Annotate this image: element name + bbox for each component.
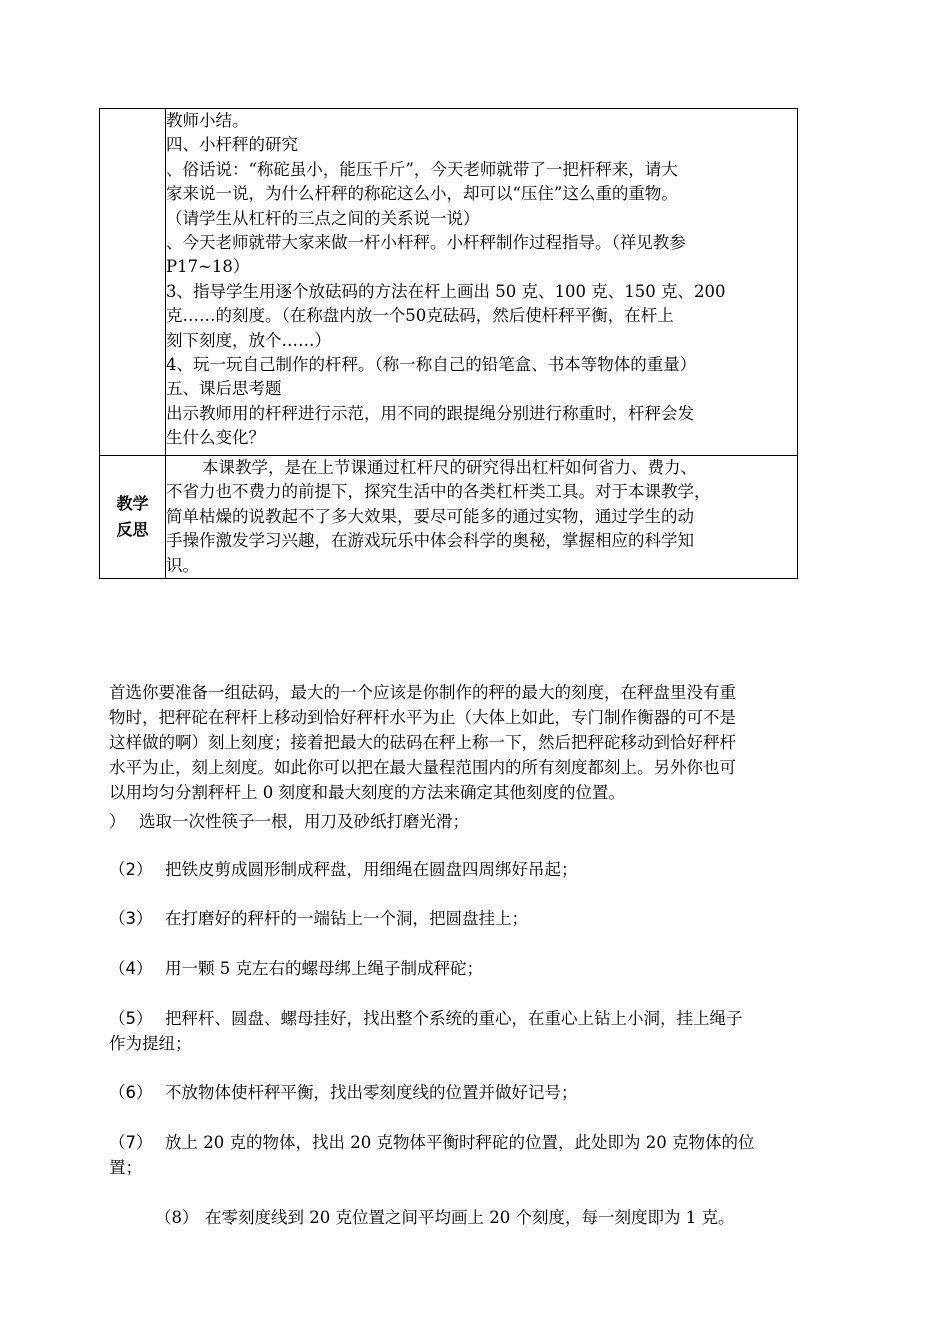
text-line: 这样做的啊）刻上刻度；接着把最大的砝码在秤上称一下，然后把秤砣移动到恰好秤杆 (109, 733, 736, 752)
text-line: 首选你要准备一组砝码，最大的一个应该是你制作的秤的最大的刻度，在秤盘里没有重 (109, 683, 736, 702)
text-line: 刻下刻度，放个……） (166, 330, 331, 350)
step-item (109, 1130, 849, 1180)
step-item (109, 956, 849, 981)
table-row (100, 456, 798, 579)
step-continuation: 置； (109, 1158, 142, 1177)
step-text: 选取一次性筷子一根，用刀及砂纸打磨光滑； (139, 812, 469, 831)
reflection-label: 反思 (116, 520, 149, 540)
intro-paragraph (109, 680, 844, 805)
step-item (109, 857, 849, 882)
text-line: 识。 (166, 555, 199, 575)
lesson-plan-table (99, 108, 798, 579)
step-number: （7） (109, 1133, 153, 1152)
step-number: （4） (109, 959, 153, 978)
step-item (109, 1080, 849, 1105)
step-text: 把秤杆、圆盘、螺母挂好，找出整个系统的重心，在重心上钻上小洞，挂上绳子 (165, 1009, 743, 1028)
step-text: 把铁皮剪成圆形制成秤盘，用细绳在圆盘四周绑好吊起； (165, 860, 578, 879)
step-text: 放上 20 克的物体，找出 20 克物体平衡时秤砣的位置，此处即为 20 克物体的位 (165, 1133, 755, 1152)
section-heading: 四、小杆秤的研究 (166, 135, 298, 155)
step-number: ） (109, 812, 126, 831)
step-item (109, 906, 849, 931)
table-row (100, 109, 798, 456)
text-line: 家来说一说，为什么杆秤的称砣这么小，却可以“压住”这么重的重物。 (166, 184, 678, 204)
step-text: 在打磨好的秤杆的一端钻上一个洞，把圆盘挂上； (165, 909, 528, 928)
step-number: （3） (109, 909, 153, 928)
lesson-content-cell (166, 109, 798, 456)
text-line: 出示教师用的杆秤进行示范，用不同的跟提绳分别进行称重时，杆秤会发 (166, 403, 694, 423)
text-line: 以用均匀分割秤杆上 0 刻度和最大刻度的方法来确定其他刻度的位置。 (109, 783, 625, 802)
step-text: 用一颗 5 克左右的螺母绑上绳子制成秤砣； (165, 959, 483, 978)
step-number: （8） (155, 1208, 199, 1227)
text-line: 、今天老师就带大家来做一杆小杆秤。小杆秤制作过程指导。（祥见教参 (166, 233, 686, 253)
text-line: 3、指导学生用逐个放砝码的方法在杆上画出 50 克、100 克、150 克、200 (166, 281, 726, 301)
step-continuation: 作为提纽； (109, 1034, 192, 1053)
text-line: 手操作激发学习兴趣，在游戏玩乐中体会科学的奥秘，掌握相应的科学知 (166, 531, 694, 551)
section-heading: 五、课后思考题 (166, 379, 282, 399)
text-line: 克……的刻度。（在称盘内放一个50克砝码，然后使杆秤平衡，在杆上 (166, 306, 674, 326)
text-line: 、俗话说：“称砣虽小，能压千斤”，今天老师就带了一把杆秤来，请大 (166, 159, 678, 179)
step-text: 在零刻度线到 20 克位置之间平均画上 20 个刻度，每一刻度即为 1 克。 (205, 1208, 735, 1227)
text-line: 简单枯燥的说教起不了多大效果，要尽可能多的通过实物，通过学生的动 (166, 506, 694, 526)
step-text: 不放物体使杆秤平衡，找出零刻度线的位置并做好记号； (165, 1083, 578, 1102)
empty-label-cell (100, 109, 166, 456)
step-item (109, 1006, 849, 1056)
step-item (155, 1205, 734, 1230)
text-line: 本课教学，是在上节课通过杠杆尺的研究得出杠杆如何省力、费力、 (202, 458, 697, 477)
step-number: （2） (109, 860, 153, 879)
text-line: 教师小结。 (166, 111, 249, 130)
text-line: 4、玩一玩自己制作的杆秤。（称一称自己的铅笔盒、书本等物体的重量） (166, 355, 697, 375)
reflection-label-cell (100, 456, 166, 579)
text-line: 物时，把秤砣在秤杆上移动到恰好秤杆水平为止（大体上如此，专门制作衡器的可不是 (109, 708, 736, 727)
text-line: 生什么变化？ (166, 428, 265, 448)
step-number: （6） (109, 1083, 153, 1102)
text-line: （请学生从杠杆的三点之间的关系说一说） (166, 208, 480, 228)
step-number: （5） (109, 1009, 153, 1028)
reflection-content-cell (166, 456, 798, 579)
text-line: 水平为止，刻上刻度。如此你可以把在最大量程范围内的所有刻度都刻上。另外你也可 (109, 758, 736, 777)
text-line: P17~18） (166, 257, 250, 277)
reflection-label: 教学 (116, 494, 149, 514)
text-line: 不省力也不费力的前提下，探究生活中的各类杠杆类工具。对于本课教学， (166, 482, 711, 502)
step-item (109, 809, 849, 834)
